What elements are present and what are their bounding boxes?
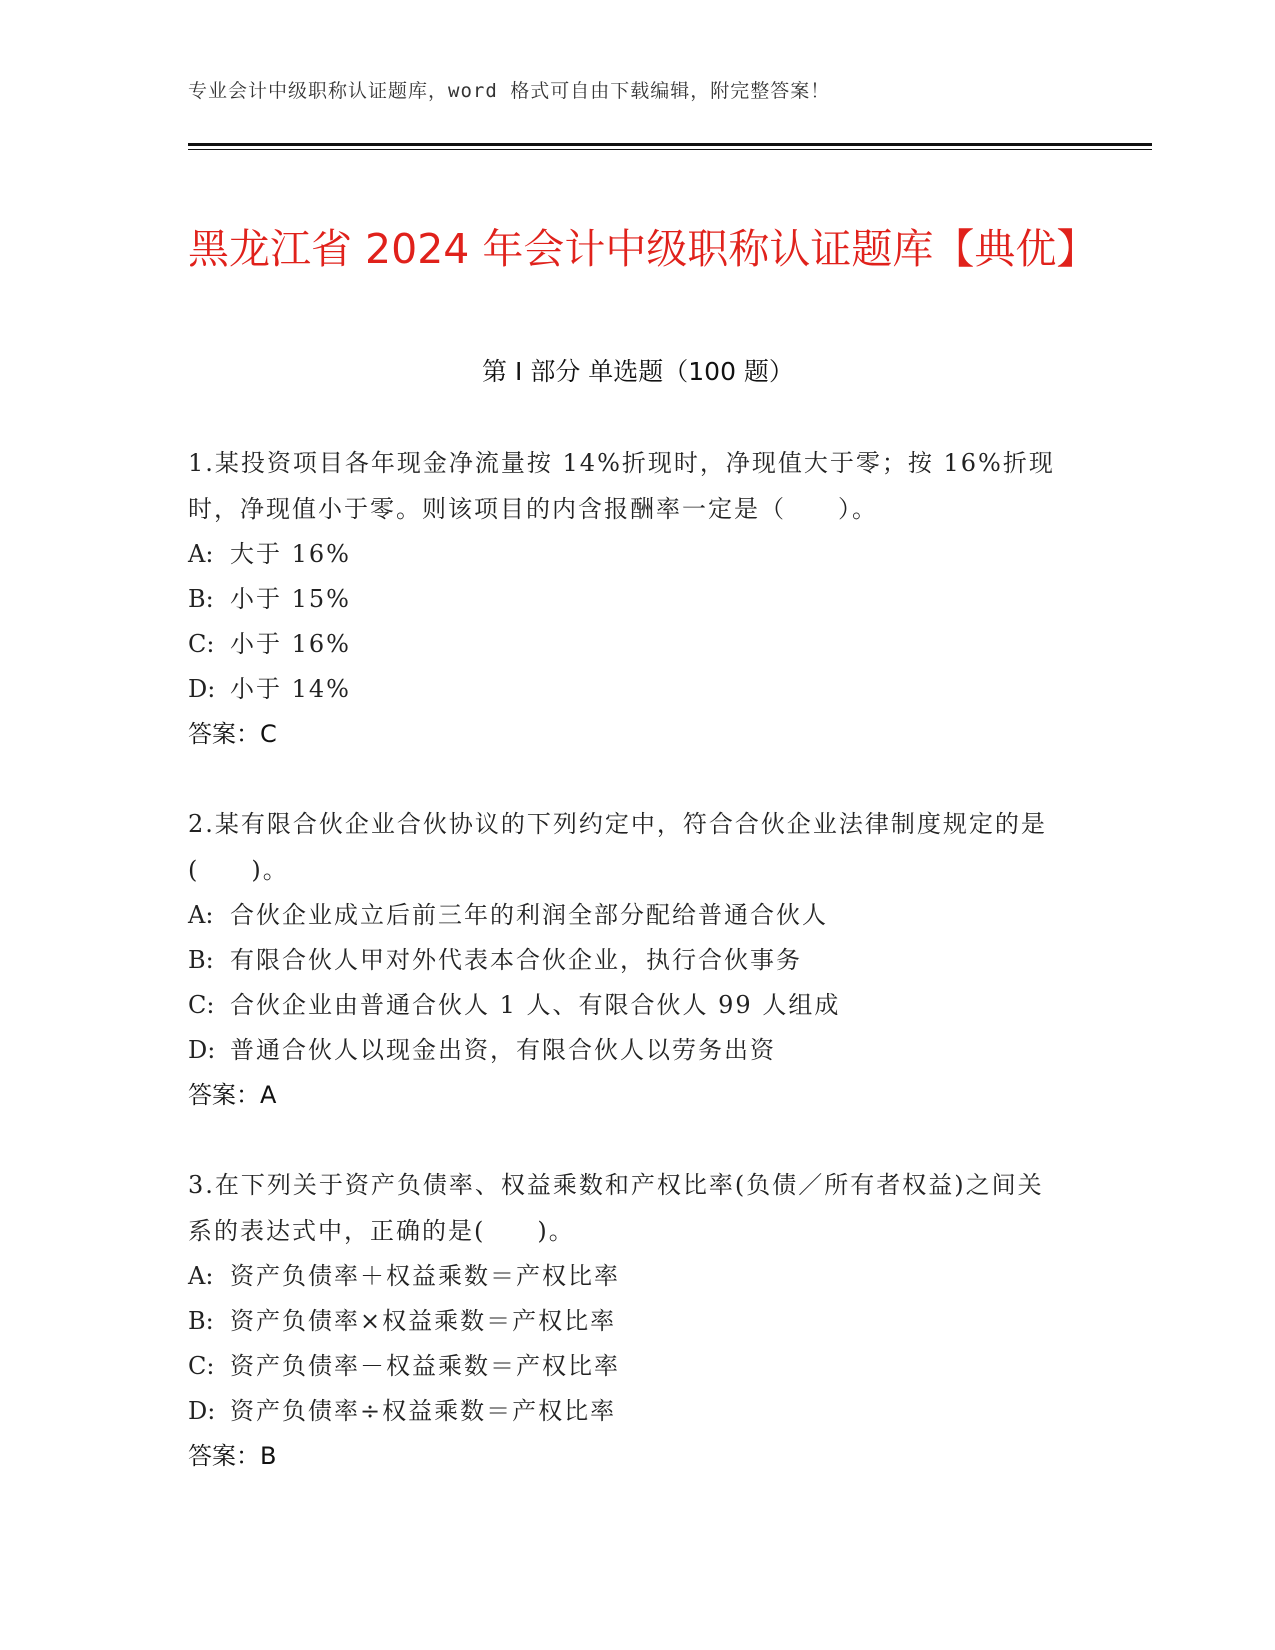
question-stem: 1.某投资项目各年现金净流量按 14%折现时，净现值大于零；按 16%折现时，净现值小于零。则该项目的内含报酬率一定是（ ）。	[188, 449, 1055, 523]
option-c	[188, 1344, 1068, 1389]
option-text: 资产负债率÷权益乘数＝产权比率	[230, 1397, 617, 1425]
answer-line: 答案：B	[188, 1442, 277, 1470]
option-d	[188, 667, 1068, 712]
question-stem: 2.某有限合伙企业合伙协议的下列约定中，符合合伙企业法律制度规定的是( )。	[188, 810, 1047, 884]
option-key: D:	[188, 675, 216, 703]
option-b	[188, 577, 1068, 622]
option-text: 合伙企业由普通合伙人 1 人、有限合伙人 99 人组成	[230, 991, 841, 1019]
question-list	[188, 440, 1068, 1523]
option-c	[188, 983, 1068, 1028]
option-text: 普通合伙人以现金出资，有限合伙人以劳务出资	[230, 1036, 776, 1064]
option-text: 资产负债率＋权益乘数＝产权比率	[230, 1262, 620, 1290]
question-3	[188, 1162, 1068, 1479]
option-key: C:	[188, 991, 215, 1019]
option-text: 小于 15%	[230, 585, 351, 613]
option-key: A:	[188, 540, 214, 568]
question-stem: 3.在下列关于资产负债率、权益乘数和产权比率(负债／所有者权益)之间关系的表达式中，正确的是( )。	[188, 1171, 1044, 1245]
option-key: B:	[188, 1307, 214, 1335]
option-b	[188, 1299, 1068, 1344]
option-text: 有限合伙人甲对外代表本合伙企业，执行合伙事务	[230, 946, 802, 974]
option-d	[188, 1389, 1068, 1434]
header-note: 专业会计中级职称认证题库，word 格式可自由下载编辑，附完整答案！	[188, 80, 831, 102]
option-key: C:	[188, 630, 215, 658]
option-text: 合伙企业成立后前三年的利润全部分配给普通合伙人	[230, 901, 828, 929]
option-key: C:	[188, 1352, 215, 1380]
option-a	[188, 1254, 1068, 1299]
option-text: 资产负债率－权益乘数＝产权比率	[230, 1352, 620, 1380]
header-rule-thick	[188, 143, 1152, 146]
section-title: 第 I 部分 单选题（100 题）	[482, 357, 794, 386]
option-a	[188, 893, 1068, 938]
option-key: A:	[188, 901, 214, 929]
option-c	[188, 622, 1068, 667]
question-1	[188, 440, 1068, 757]
option-text: 小于 16%	[230, 630, 351, 658]
option-key: B:	[188, 946, 214, 974]
header-rule-thin	[188, 149, 1152, 150]
answer-line: 答案：A	[188, 1081, 277, 1109]
option-key: D:	[188, 1036, 216, 1064]
option-text: 大于 16%	[230, 540, 351, 568]
option-b	[188, 938, 1068, 983]
option-key: B:	[188, 585, 214, 613]
option-text: 资产负债率×权益乘数＝产权比率	[230, 1307, 617, 1335]
option-d	[188, 1028, 1068, 1073]
question-2	[188, 801, 1068, 1118]
option-a	[188, 532, 1068, 577]
document-title: 黑龙江省 2024 年会计中级职称认证题库【典优】	[188, 225, 1098, 274]
option-text: 小于 14%	[230, 675, 351, 703]
option-key: D:	[188, 1397, 216, 1425]
option-key: A:	[188, 1262, 214, 1290]
answer-line: 答案：C	[188, 720, 277, 748]
